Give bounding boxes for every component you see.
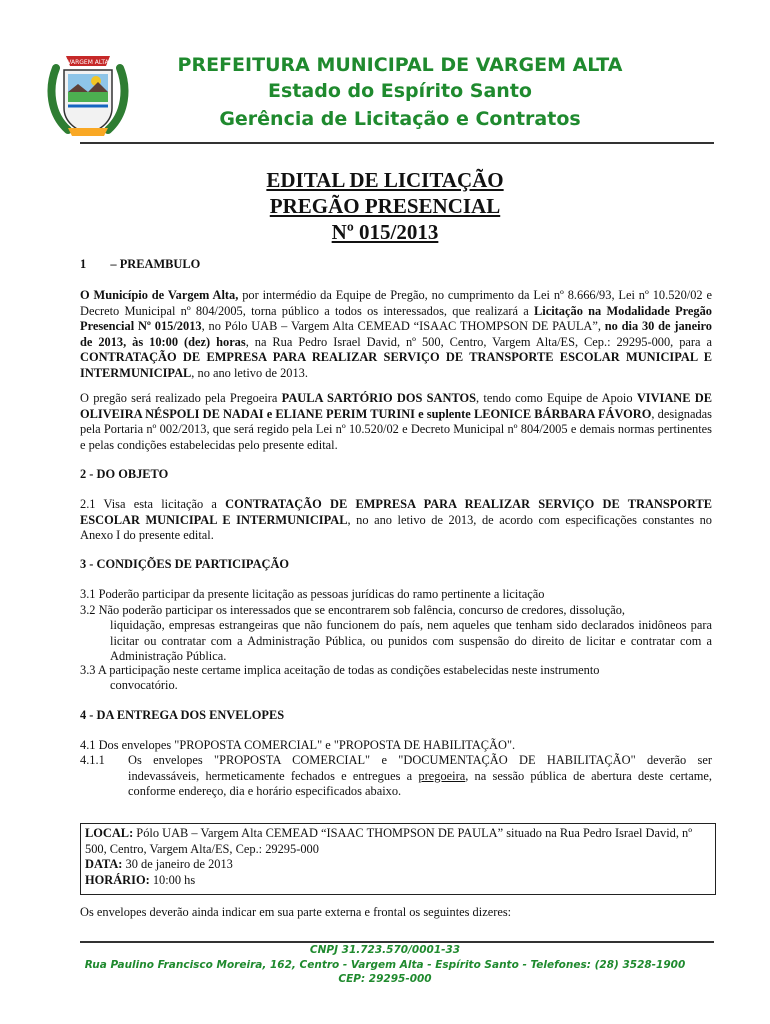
envelopes-4-1-1-text: Os envelopes "PROPOSTA COMERCIAL" e "DOCUMENTAÇÃO DE HABILITAÇÃO" deverão ser indevassáveis, hermeticamente fechados e entregues a pregoeira, na sessão pública de abertura deste certame, conforme endereço, dia e horário especificados abaixo. [128,753,712,799]
section-1-title: – PREAMBULO [110,257,201,271]
condition-3-3-continuation: convocatório. [110,678,178,692]
condition-3-2-continuation: liquidação, empresas estrangeiras que não funcionem do país, nem aqueles que tenham sido declarados inidôneos para licitar ou contratar com a Administração Pública, ou punidos com suspensão do direito de licitar e contratar com a Administração Pública. [110,618,712,664]
condition-3-2-first-line: 3.2 Não poderão participar os interessados que se encontrarem sob falência, concurso de credores, dissolução, [80,603,625,617]
footer-divider [80,941,714,943]
section-1-heading [80,257,200,272]
municipal-coat-of-arms-logo [46,48,130,140]
header-department: Gerência de Licitação e Contratos [219,108,581,130]
pregoeira-underlined: pregoeira [418,768,466,783]
footer-address: Rua Paulino Francisco Moreira, 162, Centro - Vargem Alta - Espírito Santo - Telefones: (28) 3528-1900 [84,959,686,971]
logo-banner-text: VARGEM ALTA [67,59,109,66]
preamble-paragraph-1: O Município de Vargem Alta, por intermédio da Equipe de Pregão, no cumprimento da Lei nº 8.666/93, Lei nº 10.520/02 e Decreto Municipal nº 804/2005, torna público a todos os interessados, que realizará a Licitação na Modalidade Pregão Presencial Nº 015/2013, no Pólo UAB – Vargem Alta CEMEAD “ISAAC THOMPSON DE PAULA”, no dia 30 de janeiro de 2013, às 10:00 (dez) horas, na Rua Pedro Israel David, nº 500, Centro, Vargem Alta/ES, Cep.: 29295-000, para a CONTRATAÇÃO DE EMPRESA PARA REALIZAR SERVIÇO DE TRANSPORTE ESCOLAR MUNICIPAL E INTERMUNICIPAL, no ano letivo de 2013. [80,288,712,380]
section-3-heading: 3 - CONDIÇÕES DE PARTICIPAÇÃO [80,557,290,571]
envelopes-4-1-1-number: 4.1.1 [80,753,105,767]
condition-3-3-first-line: 3.3 A participação neste certame implica aceitação de todas as condições estabelecidas neste instrumento [80,663,600,677]
footer-cnpj: CNPJ 31.723.570/0001-33 [309,944,461,956]
envelopes-4-1: 4.1 Dos envelopes "PROPOSTA COMERCIAL" e "PROPOSTA DE HABILITAÇÃO". [80,738,516,752]
section-4-heading: 4 - DA ENTREGA DOS ENVELOPES [80,708,285,722]
closing-sentence: Os envelopes deverão ainda indicar em sua parte externa e frontal os seguintes dizeres: [80,905,512,919]
preamble-paragraph-2: O pregão será realizado pela Pregoeira PAULA SARTÓRIO DOS SANTOS, tendo como Equipe de Apoio VIVIANE DE OLIVEIRA NÉSPOLI DE NADAI e ELIANE PERIM TURINI e suplente LEONICE BÁRBARA FÁVORO, designadas pela Portaria nº 002/2013, que será regido pela Lei nº 10.520/02 e Decreto Municipal nº 804/2005 e demais normas pertinentes e pelas condições estabelecidas pelo presente edital. [80,391,712,452]
box-local: LOCAL: Pólo UAB – Vargem Alta CEMEAD “ISAAC THOMPSON DE PAULA” situado na Rua Pedro Israel David, nº 500, Centro, Vargem Alta/ES, Cep.: 29295-000 [85,826,693,856]
document-title: EDITAL DE LICITAÇÃO [266,168,504,192]
header-title: PREFEITURA MUNICIPAL DE VARGEM ALTA [177,54,623,76]
header-state: Estado do Espírito Santo [268,80,532,102]
box-time: HORÁRIO: 10:00 hs [85,872,196,887]
session-info-box [80,823,716,895]
section-2-heading: 2 - DO OBJETO [80,467,169,481]
section-1-number: 1 [80,257,87,271]
box-date: DATA: 30 de janeiro de 2013 [85,857,233,872]
footer-cep: CEP: 29295-000 [338,973,432,985]
object-paragraph: 2.1 Visa esta licitação a CONTRATAÇÃO DE EMPRESA PARA REALIZAR SERVIÇO DE TRANSPORTE ESCOLAR MUNICIPAL E INTERMUNICIPAL, no ano letivo de 2013, de acordo com especificações constantes no Anexo I do presente edital. [80,497,713,543]
document-number: Nº 015/2013 [331,220,439,244]
header-divider [80,142,714,144]
document-subtitle: PREGÃO PRESENCIAL [269,194,501,218]
condition-3-1: 3.1 Poderão participar da presente licitação as pessoas jurídicas do ramo pertinente a licitação [80,587,545,601]
